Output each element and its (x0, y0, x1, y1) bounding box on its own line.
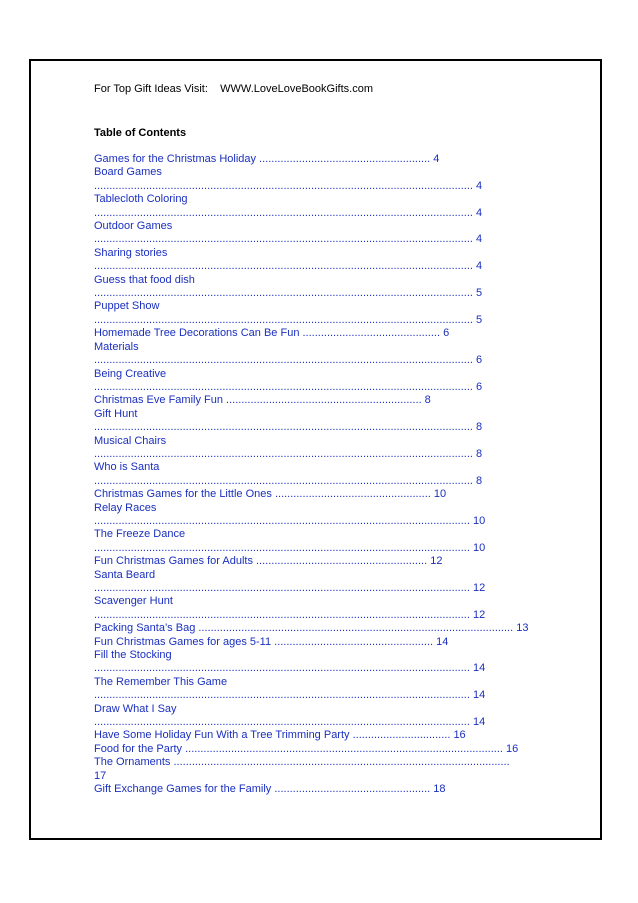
header-url[interactable]: WWW.LoveLoveBookGifts.com (220, 83, 373, 95)
toc-entry[interactable]: Christmas Games for the Little Ones ................................................... 10 (94, 488, 447, 501)
toc-entry[interactable]: ........................................................................................................................... 10 (94, 541, 486, 554)
toc-entry[interactable]: ........................................................................................................................... 12 (94, 608, 486, 621)
toc-entry[interactable]: ............................................................................................................................ 4 (94, 206, 483, 219)
header-line (94, 82, 373, 96)
toc-entry[interactable]: ............................................................................................................................ 5 (94, 313, 483, 326)
toc-entry[interactable]: ............................................................................................................................ 4 (94, 233, 483, 246)
toc-entry[interactable]: Puppet Show (94, 300, 160, 313)
toc-entry[interactable]: ........................................................................................................................... 14 (94, 662, 486, 675)
toc-entry[interactable]: Outdoor Games (94, 220, 173, 233)
toc-entry[interactable]: ............................................................................................................................ 4 (94, 260, 483, 273)
toc-entry[interactable]: Christmas Eve Family Fun ................................................................ 8 (94, 394, 431, 407)
toc-entry[interactable]: Gift Exchange Games for the Family ................................................... 18 (94, 783, 446, 796)
toc-entry[interactable]: Santa Beard (94, 568, 156, 581)
toc-entry[interactable]: Materials (94, 340, 139, 353)
header-label: For Top Gift Ideas Visit: (94, 83, 208, 95)
toc-entry[interactable]: Fun Christmas Games for ages 5-11 .................................................... 14 (94, 635, 449, 648)
toc-entry[interactable]: ........................................................................................................................... 12 (94, 582, 486, 594)
toc-entry[interactable]: The Freeze Dance (94, 528, 186, 541)
toc-entry[interactable]: ........................................................................................................................... 14 (94, 689, 486, 702)
toc-entry[interactable]: Board Games (94, 166, 162, 179)
toc-entry[interactable]: Food for the Party ........................................................................................................ 16 (94, 742, 519, 755)
toc-entry[interactable]: ............................................................................................................................ 8 (94, 474, 483, 487)
toc-entry[interactable]: Homemade Tree Decorations Can Be Fun ............................................. 6 (94, 327, 450, 340)
toc-entry[interactable]: Sharing stories (94, 246, 168, 259)
toc-entry[interactable]: Guess that food dish (94, 273, 195, 286)
toc-entry[interactable]: ........................................................................................................................... 10 (94, 514, 486, 527)
toc-entry[interactable]: ............................................................................................................................ 6 (94, 380, 483, 393)
toc-entry[interactable]: ............................................................................................................................ 5 (94, 287, 483, 300)
toc-entry[interactable]: Relay Races (94, 501, 157, 514)
toc-entry[interactable]: The Ornaments .............................................................................................................. (94, 756, 510, 769)
toc-entry[interactable]: Fill the Stocking (94, 649, 172, 662)
toc-entry[interactable]: Scavenger Hunt (94, 595, 173, 608)
toc-entry[interactable]: Being Creative (94, 367, 167, 380)
toc-title: Table of Contents (94, 127, 187, 139)
toc-entry[interactable]: 17 (94, 769, 107, 782)
toc-entry[interactable]: Draw What I Say (94, 702, 177, 715)
toc-entry[interactable]: Games for the Christmas Holiday ........................................................ 4 (94, 153, 440, 165)
toc-entry[interactable]: The Remember This Game (94, 675, 228, 688)
toc-entry[interactable]: ............................................................................................................................ 6 (94, 354, 483, 367)
toc-entry[interactable]: Gift Hunt (94, 407, 138, 420)
toc-entry[interactable]: ........................................................................................................................... 14 (94, 716, 486, 729)
toc-entry[interactable]: Fun Christmas Games for Adults ........................................................ 12 (94, 555, 443, 568)
toc-entry[interactable]: Musical Chairs (94, 434, 167, 447)
toc-entry[interactable]: ............................................................................................................................ 8 (94, 447, 483, 460)
toc-entry[interactable]: ............................................................................................................................ 8 (94, 421, 483, 434)
toc-entry[interactable]: Who is Santa (94, 461, 160, 474)
toc-entry[interactable]: Packing Santa’s Bag ....................................................................................................... 13 (94, 622, 529, 635)
toc-entry[interactable]: Have Some Holiday Fun With a Tree Trimming Party ................................ 16 (94, 729, 466, 742)
toc-entry[interactable]: Tablecloth Coloring (94, 193, 188, 206)
table-of-contents (94, 153, 546, 797)
toc-entry[interactable]: ............................................................................................................................ 4 (94, 179, 483, 192)
